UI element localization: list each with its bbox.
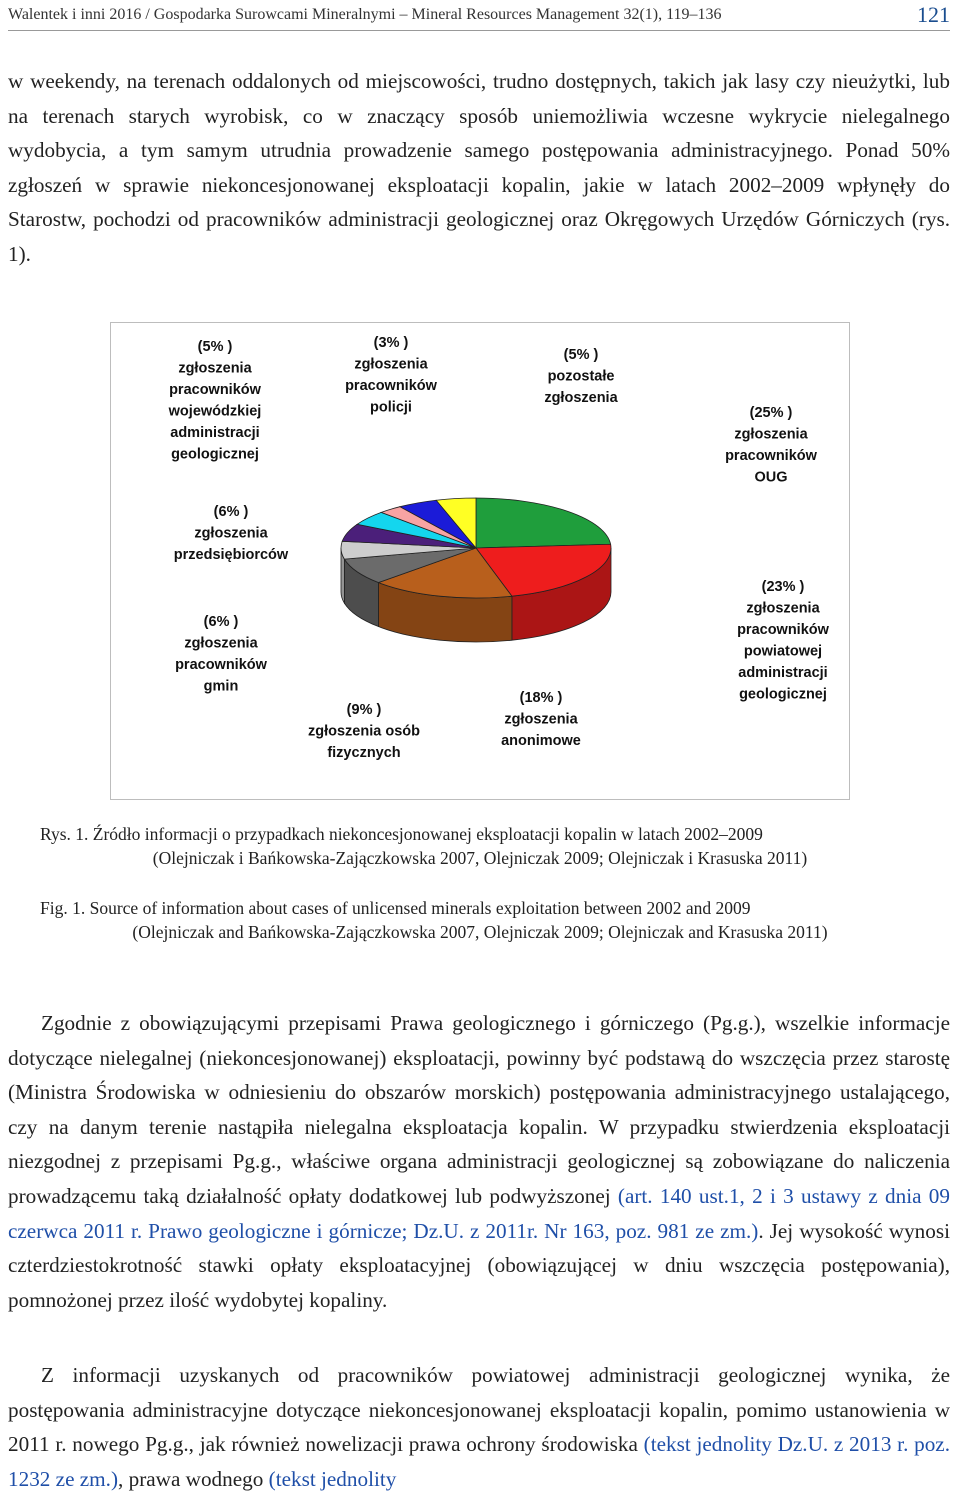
pie-label-1-line-4: administracji	[738, 665, 828, 681]
paragraph-legal-text-2: . Jej wysokość wynosi czterdziestokrotność stawki opłaty eksploatacyjnej (obowiązującej w dniu wszczęcia postępowania), pomnożonej przez ilość wydobytej kopaliny.	[8, 1218, 950, 1312]
pie-label-8-line-1: pozostałe	[547, 368, 615, 385]
pie-label-0-line-1: zgłoszenia	[734, 426, 808, 443]
pie-label-7	[345, 335, 438, 416]
env-law-reference-link[interactable]: (tekst jednolity Dz.U. z 2013 r. poz. 1232 ze zm.)	[8, 1432, 951, 1491]
pie-label-5-line-0: (6% )	[213, 504, 249, 520]
running-header	[8, 2, 950, 31]
caption-en-source: (Olejniczak and Bańkowska-Zajączkowska 2007, Olejniczak 2009; Olejniczak and Krasuska 2011)	[132, 922, 828, 942]
pie-label-7-line-3: policji	[370, 399, 412, 416]
pie-label-1-line-3: powiatowej	[743, 643, 823, 660]
pie-label-5-line-1: zgłoszenia	[194, 525, 268, 542]
pie-label-0	[725, 405, 818, 486]
paragraph-findings-text-1: Z informacji uzyskanych od pracowników powiatowej administracji geologicznej wynika, że postępowania administracyjne dotyczące niekoncesjonowanej eksploatacji kopalin, pomimo ustanowienia w 2011 r. nowego Pg.g., jak również nowelizacji prawa ochrony środowiska	[8, 1363, 950, 1457]
pie-label-7-line-1: zgłoszenia	[354, 356, 428, 373]
pie-label-4-line-1: zgłoszenia	[184, 635, 258, 652]
pie-label-3-line-2: fizycznych	[327, 745, 401, 761]
pie-slice-0	[476, 498, 611, 548]
pie-label-2-line-1: zgłoszenia	[504, 711, 578, 728]
paragraph-legal-text-1: Zgodnie z obowiązującymi przepisami Prawa geologicznego i górniczego (Pg.g.), wszelkie informacje dotyczące nielegalnej (niekoncesjonowanej) eksploatacji, powinny być podstawą do wszczęcia przez starostę (Ministra Środowiska w odniesieniu do obszarów morskich) postępowania administracyjnego ustalającego, czy na danym terenie nastąpiła nielegalna eksploatacja kopalin. W przypadku stwierdzenia eksploatacji niezgodnej z przepisami Pg.g., właściwe organa administracji geologicznej są zobowiązane do naliczenia prowadzącemu taką działalność opłaty dodatkowej lub podwyższonej	[8, 1011, 950, 1208]
caption-pl-source: (Olejniczak i Bańkowska-Zajączkowska 2007, Olejniczak 2009; Olejniczak i Krasuska 2011)	[152, 848, 808, 868]
pie-label-3	[308, 702, 420, 761]
pie-label-3-line-0: (9% )	[346, 702, 382, 718]
paragraph-findings-text-2: , prawa wodnego	[118, 1466, 269, 1491]
pie-label-6-line-5: geologicznej	[171, 446, 259, 463]
pie-top	[341, 498, 611, 598]
paragraph-intro: w weekendy, na terenach oddalonych od miejscowości, trudno dostępnych, takich jak lasy czy nieużytki, lub na terenach starych wyrobisk, co w znaczący sposób uniemożliwia wczesne wykrycie nielegalnego wydobycia, a tym samym utrudnia prowadzenie samego postępowania administracyjnego. Ponad 50% zgłoszeń w sprawie niekoncesjonowanej eksploatacji kopalin, jakie w latach 2002–2009 wpłynęły do Starostw, pochodzi od pracowników administracji geologicznej oraz Okręgowych Urzędów Górniczych (rys. 1).	[8, 69, 950, 266]
caption-pl-title: Rys. 1. Źródło informacji o przypadkach niekoncesjonowanej eksploatacji kopalin w latach 2002–2009	[40, 824, 763, 844]
journal-citation: Walentek i inni 2016 / Gospodarka Surowcami Mineralnymi – Mineral Resources Management 32(1), 119–136	[8, 6, 722, 23]
pie-label-0-line-2: pracowników	[725, 448, 817, 464]
pie-label-7-line-2: pracowników	[345, 378, 437, 394]
pie-label-6-line-1: zgłoszenia	[178, 360, 252, 377]
pie-label-2	[501, 690, 581, 749]
pie-label-2-line-2: anonimowe	[501, 733, 581, 749]
pie-label-8-line-0: (5% )	[563, 347, 599, 363]
figure-caption-pl	[40, 822, 920, 870]
pie-label-3-line-1: zgłoszenia osób	[308, 723, 420, 740]
pie-chart	[111, 323, 849, 799]
pie-label-4-line-0: (6% )	[203, 614, 239, 630]
pie-label-6-line-4: administracji	[170, 425, 260, 441]
water-law-reference-link[interactable]: (tekst jednolity	[268, 1466, 397, 1491]
pie-label-8	[544, 347, 618, 406]
pie-label-1	[737, 579, 830, 703]
pie-label-6	[168, 339, 262, 463]
pie-label-5-line-2: przedsiębiorców	[173, 547, 289, 563]
pie-label-5	[174, 504, 289, 563]
pie-label-1-line-2: pracowników	[737, 622, 829, 638]
pie-label-0-line-0: (25% )	[749, 405, 793, 421]
pie-label-7-line-0: (3% )	[373, 335, 409, 351]
paragraph-findings	[8, 1358, 950, 1496]
pie-label-1-line-5: geologicznej	[739, 686, 827, 703]
pie-label-6-line-2: pracowników	[169, 382, 261, 398]
pie-label-1-line-0: (23% )	[761, 579, 805, 595]
pie-label-6-line-3: wojewódzkiej	[168, 403, 262, 420]
pie-label-6-line-0: (5% )	[197, 339, 233, 355]
pie-label-4-line-2: pracowników	[175, 657, 267, 673]
pie-chart-figure	[110, 322, 850, 800]
caption-en-title: Fig. 1. Source of information about cases of unlicensed minerals exploitation between 2002 and 2009	[40, 898, 751, 918]
page-number: 121	[917, 2, 950, 27]
figure-caption-en	[40, 896, 920, 944]
law-reference-link[interactable]: (art. 140 ust.1, 2 i 3 ustawy z dnia 09 czerwca 2011 r. Prawo geologiczne i górnicze; Dz.U. z 2011r. Nr 163, poz. 981 ze zm.)	[8, 1183, 950, 1243]
pie-label-0-line-3: OUG	[754, 469, 788, 486]
pie-label-8-line-2: zgłoszenia	[544, 390, 618, 406]
pie-label-4	[175, 614, 268, 695]
pie-label-1-line-1: zgłoszenia	[746, 600, 820, 617]
paragraph-legal	[8, 1006, 950, 1317]
pie-label-2-line-0: (18% )	[519, 690, 563, 706]
pie-label-4-line-3: gmin	[203, 678, 239, 695]
